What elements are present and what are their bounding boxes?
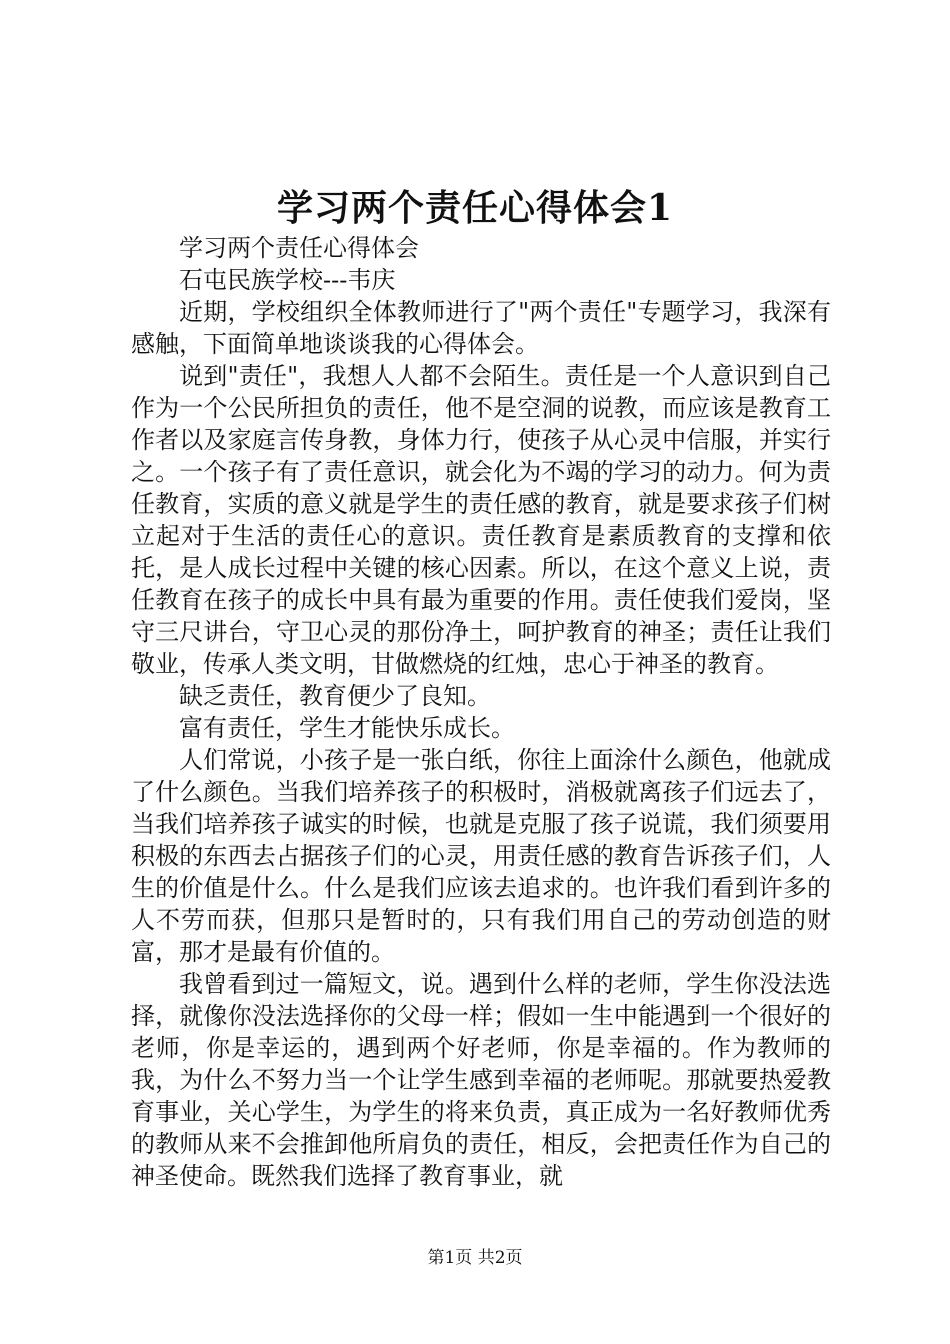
document-title: 学习两个责任心得体会1 — [276, 187, 674, 229]
page-number-footer: 第1页 共2页 — [427, 1248, 523, 1268]
paragraph: 我曾看到过一篇短文，说。遇到什么样的老师，学生你没法选择，就像你没法选择你的父母一样；假如一生中能遇到一个很好的老师，你是幸运的，遇到两个好老师，你是幸福的。作为教师的我，为什么不努力当一个让学生感到幸福的老师呢。那就要热爱教育事业，关心学生，为学生的将来负责，真正成为一名好教师优秀的教师从来不会推卸他所肩负的责任，相反，会把责任作为自己的神圣使命。既然我们选择了教育事业，就 — [131, 970, 831, 1190]
paragraph: 说到"责任"，我想人人都不会陌生。责任是一个人意识到自己作为一个公民所担负的责任，他不是空洞的说教，而应该是教育工作者以及家庭言传身教，身体力行，使孩子从心灵中信服，并实行之。一个孩子有了责任意识，就会化为不竭的学习的动力。何为责任教育，实质的意义就是学生的责任感的教育，就是要求孩子们树立起对于生活的责任心的意识。责任教育是素质教育的支撑和依托，是人成长过程中关键的核心因素。所以，在这个意义上说，责任教育在孩子的成长中具有最为重要的作用。责任使我们爱岗，坚守三尺讲台，守卫心灵的那份净土，呵护教育的神圣；责任让我们敬业，传承人类文明，甘做燃烧的红烛，忠心于神圣的教育。 — [131, 362, 831, 678]
paragraph: 石屯民族学校---韦庆 — [179, 266, 396, 294]
paragraph: 近期，学校组织全体教师进行了"两个责任"专题学习，我深有感触，下面简单地谈谈我的心得体会。 — [131, 298, 831, 358]
paragraph: 富有责任，学生才能快乐成长。 — [179, 714, 515, 742]
document-body — [131, 232, 831, 1192]
paragraph: 人们常说，小孩子是一张白纸，你往上面涂什么颜色，他就成了什么颜色。当我们培养孩子的积极时，消极就离孩子们远去了，当我们培养孩子诚实的时候，也就是克服了孩子说谎，我们须要用积极的东西去占据孩子们的心灵，用责任感的教育告诉孩子们，人生的价值是什么。什么是我们应该去追求的。也许我们看到许多的人不劳而获，但那只是暂时的，只有我们用自己的劳动创造的财富，那才是最有价值的。 — [131, 746, 831, 966]
paragraph: 学习两个责任心得体会 — [179, 234, 419, 262]
paragraph: 缺乏责任，教育便少了良知。 — [179, 682, 491, 710]
